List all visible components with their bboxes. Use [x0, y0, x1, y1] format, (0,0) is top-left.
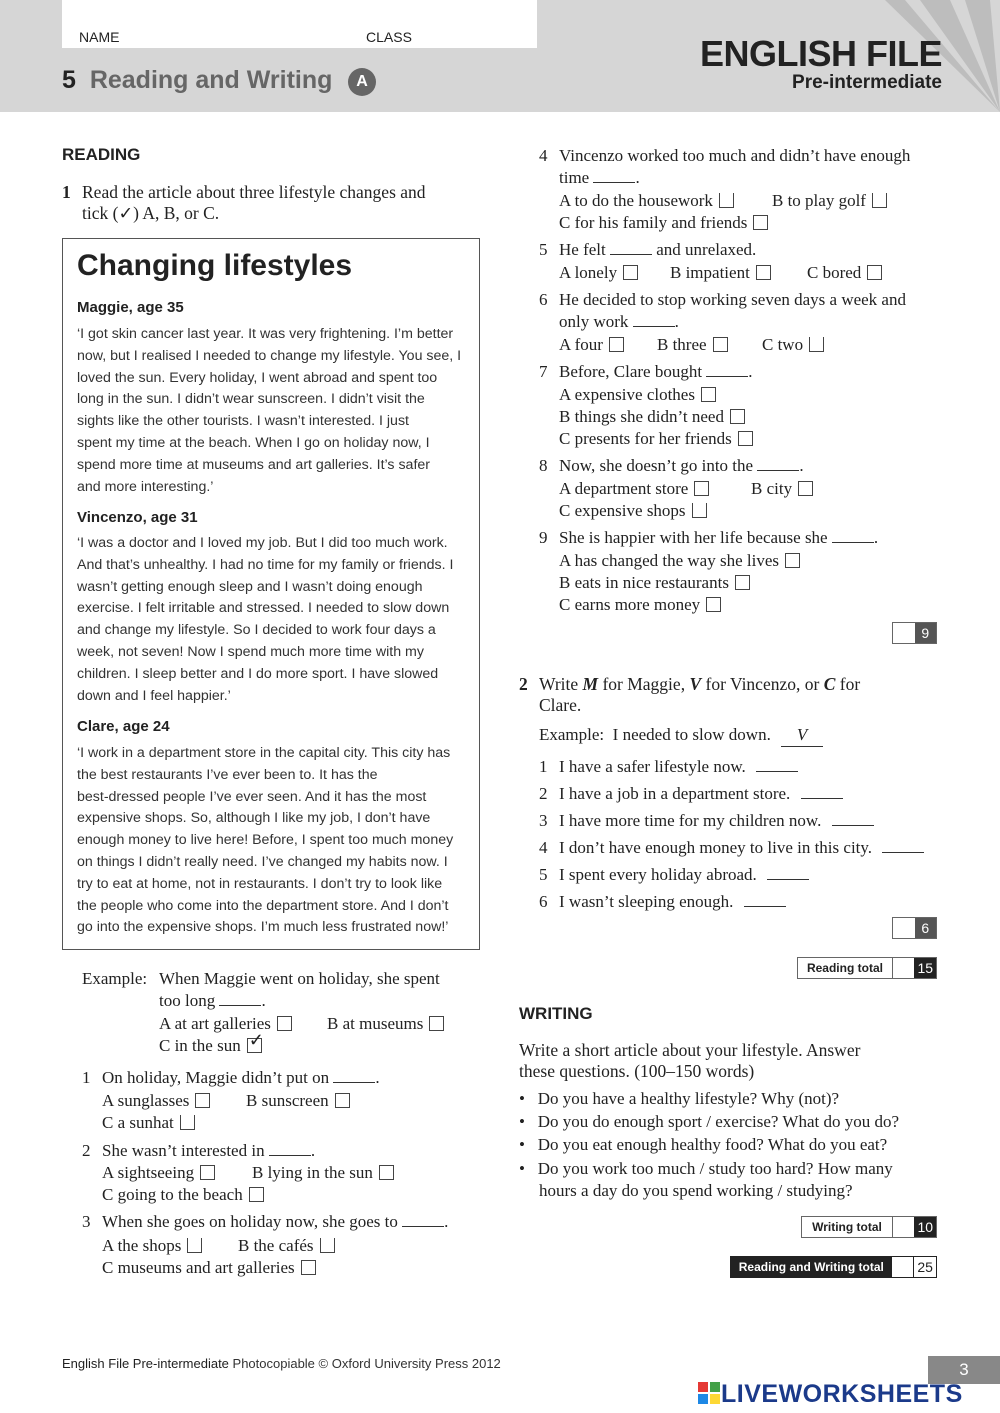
tick-box[interactable] [692, 503, 707, 518]
example-line-1: When Maggie went on holiday, she spent [159, 969, 440, 988]
tick-mark: ✓ [248, 1030, 264, 1050]
example-option-c [159, 1030, 264, 1057]
answer-blank [402, 1225, 444, 1227]
ex2-text: Write [539, 674, 579, 694]
question-2: 2 She wasn’t interested in . [82, 1141, 316, 1160]
article-line: and change my lifestyle. So I decided to work four days a [77, 622, 436, 639]
option-label: B at museums [327, 1014, 424, 1033]
ex2-item [539, 783, 843, 805]
bullet-text: Do you eat enough healthy food? What do you eat? [537, 1135, 888, 1154]
option-label: B city [751, 479, 793, 498]
q2-option-b [252, 1162, 394, 1184]
ex2-instruction [519, 673, 860, 695]
question-stem: Vincenzo worked too much and didn’t have enough [559, 146, 911, 165]
q6-option-a [559, 334, 624, 356]
score-input[interactable] [893, 918, 915, 938]
liveworksheets-icon [697, 1381, 721, 1405]
ex2-text: for [839, 674, 861, 694]
answer-blank [269, 1154, 311, 1156]
tick-box[interactable] [719, 193, 734, 208]
score-box-ex2 [892, 917, 937, 939]
article-line: children. I sleep better and I do more sport. I have slowed [77, 665, 439, 682]
answer-blank[interactable] [882, 851, 924, 853]
rw-total-box [730, 1256, 937, 1278]
q3-option-c [102, 1257, 316, 1279]
option-label: B lying in the sun [252, 1163, 373, 1182]
q1-instruction [62, 181, 426, 203]
article-maggie-text [77, 324, 477, 498]
rw-total-max: 25 [913, 1257, 936, 1277]
reading-total-max: 15 [914, 958, 936, 978]
item-text: I wasn’t sleeping enough. [559, 892, 734, 911]
q4-option-c [559, 212, 768, 234]
article-line: spent my time at the beach. When I go on holiday now, I [77, 434, 430, 451]
name-label: NAME [79, 29, 120, 45]
item-number: 1 [539, 757, 548, 776]
article-line: enough money to live here! Before, I spent too much money [77, 832, 454, 849]
question-stem: When she goes on holiday now, she goes to [102, 1212, 398, 1231]
writing-bullet: • Do you have a healthy lifestyle? Why (not)? [519, 1089, 840, 1108]
reading-total-label: Reading total [798, 958, 893, 978]
unit-title-text: Reading and Writing [89, 66, 333, 94]
article-line: expensive shops. So, although I like my job, I don’t have [77, 810, 431, 827]
question-number: 5 [539, 240, 548, 259]
q7-option-a [559, 384, 716, 406]
writing-bullet: • Do you do enough sport / exercise? What do you do? [519, 1112, 900, 1131]
score-max: 9 [915, 623, 937, 643]
question-number: 2 [82, 1141, 91, 1160]
tick-box[interactable] [753, 215, 768, 230]
ex2-text-clare: Clare. [539, 695, 582, 715]
example-option-b [327, 1013, 444, 1035]
answer-blank [706, 375, 748, 377]
tick-box[interactable] [195, 1093, 210, 1108]
article-line: And that’s unhealthy. I had no time for my family or friends. I [77, 556, 454, 573]
tick-box[interactable] [701, 387, 716, 402]
question-8: 8 Now, she doesn’t go into the . [539, 456, 804, 475]
question-stem: time [559, 168, 590, 187]
question-stem: Before, Clare bought [559, 362, 703, 381]
ex2-text: for Vincenzo, or [705, 674, 820, 694]
score-input[interactable] [893, 1217, 915, 1237]
question-stem: Now, she doesn’t go into the [559, 456, 754, 475]
footer-book-title: English File Pre-intermediate [62, 1356, 229, 1371]
tick-box[interactable] [180, 1115, 195, 1130]
tick-box[interactable] [798, 481, 813, 496]
answer-blank[interactable] [801, 797, 843, 799]
unit-title [62, 66, 332, 95]
writing-bullet: • Do you eat enough healthy food? What do you eat? [519, 1135, 888, 1154]
question-9: 9 She is happier with her life because she . [539, 528, 879, 547]
q6-stem-2: only work . [559, 312, 679, 331]
option-label: B three [657, 335, 707, 354]
answer-blank[interactable] [744, 905, 786, 907]
q2-option-a [102, 1162, 215, 1184]
question-number: 3 [82, 1212, 91, 1231]
option-label: C presents for her friends [559, 429, 732, 448]
tick-box[interactable] [713, 337, 728, 352]
question-number: 8 [539, 456, 548, 475]
tick-box[interactable] [277, 1016, 292, 1031]
example-line-2-text: too long [159, 991, 216, 1010]
tick-box[interactable] [301, 1260, 316, 1275]
q3-option-b [238, 1235, 335, 1257]
article-line: ‘I was a doctor and I loved my job. But I did too much work. [77, 535, 448, 551]
option-label: C a sunhat [102, 1113, 174, 1132]
tick-box[interactable] [706, 597, 721, 612]
q1-option-a [102, 1090, 210, 1112]
question-1: 1 On holiday, Maggie didn’t put on . [82, 1068, 380, 1087]
ex2-example-label: Example: [539, 725, 605, 744]
article-line: down and I feel happier.’ [77, 687, 231, 704]
option-label: C going to the beach [102, 1185, 243, 1204]
bullet-text: Do you work too much / study too hard? How many [537, 1159, 893, 1178]
option-label: C museums and art galleries [102, 1258, 295, 1277]
q7-option-c [559, 428, 753, 450]
tick-box[interactable] [187, 1238, 202, 1253]
liveworksheets-text: LIVEWORKSHEETS [721, 1380, 963, 1408]
ex2-item [539, 864, 809, 886]
q1-option-b [246, 1090, 350, 1112]
example-label: Example: [82, 969, 148, 988]
unit-number: 5 [62, 66, 76, 94]
option-label: B impatient [670, 263, 750, 282]
article-line: the people who come into the department store. And I don’t [77, 897, 449, 914]
page-number: 3 [928, 1356, 1000, 1384]
q4-option-b [772, 190, 887, 212]
ex2-letter-c: C [823, 674, 836, 694]
answer-blank [333, 1081, 375, 1083]
answer-blank [219, 1004, 261, 1006]
ex2-letter-m: M [582, 674, 599, 694]
option-label: A at art galleries [159, 1014, 271, 1033]
item-number: 3 [539, 811, 548, 830]
tick-box[interactable] [379, 1165, 394, 1180]
question-stem: only work [559, 312, 629, 331]
article-line: best-dressed people I’ve ever seen. And it has the most [77, 788, 427, 805]
reading-total-box [797, 957, 937, 979]
question-stem: He decided to stop working seven days a week and [559, 290, 906, 309]
option-label: B eats in nice restaurants [559, 573, 729, 592]
footer-copyright [62, 1356, 501, 1371]
article-line: go into the expensive shops. I’m much less frustrated now!’ [77, 919, 449, 936]
answer-blank [757, 469, 799, 471]
tick-box-checked[interactable] [247, 1030, 264, 1053]
question-5 [539, 239, 756, 261]
ex2-item [539, 756, 798, 778]
item-text: I spent every holiday abroad. [559, 865, 757, 884]
q5-option-b [670, 262, 771, 284]
option-label: B sunscreen [246, 1091, 329, 1110]
option-label: A the shops [102, 1236, 182, 1255]
option-label: A expensive clothes [559, 385, 695, 404]
reading-heading: READING [62, 145, 141, 164]
article-line: now, but I realised I needed to change my lifestyle. You see, I [77, 347, 462, 364]
example-option-a [159, 1013, 292, 1035]
option-label: A sunglasses [102, 1091, 190, 1110]
q1-option-c [102, 1112, 195, 1134]
writing-total-box [801, 1216, 937, 1238]
option-label: C expensive shops [559, 501, 686, 520]
q3-option-a [102, 1235, 202, 1257]
option-label: C in the sun [159, 1036, 241, 1055]
writing-total-label: Writing total [802, 1217, 893, 1237]
writing-heading: WRITING [519, 1004, 593, 1023]
article-vincenzo-text [77, 533, 477, 707]
tick-box[interactable] [335, 1093, 350, 1108]
q9-option-a [559, 550, 800, 572]
score-input[interactable] [893, 958, 915, 978]
q9-option-b [559, 572, 750, 594]
q1-number: 1 [62, 182, 71, 202]
answer-blank [610, 253, 652, 255]
bullet-text: Do you have a healthy lifestyle? Why (not)? [537, 1089, 840, 1108]
tick-box[interactable] [730, 409, 745, 424]
answer-blank[interactable] [756, 770, 798, 772]
ex2-example-text: I needed to slow down. [612, 725, 771, 744]
option-label: A has changed the way she lives [559, 551, 779, 570]
tick-box[interactable] [609, 337, 624, 352]
article-line: ‘I work in a department store in the capital city. This city has [77, 745, 451, 761]
question-stem: He felt [559, 240, 606, 259]
option-label: C two [762, 335, 804, 354]
answer-blank [633, 325, 675, 327]
option-label: B the cafés [238, 1236, 314, 1255]
rw-total-label: Reading and Writing total [731, 1257, 892, 1277]
option-label: C bored [807, 263, 862, 282]
question-number: 6 [539, 290, 548, 309]
item-number: 2 [539, 784, 548, 803]
bullet-text: Do you do enough sport / exercise? What do you do? [537, 1112, 900, 1131]
liveworksheets-logo[interactable] [697, 1380, 963, 1409]
tick-box[interactable] [809, 337, 824, 352]
article-clare-name: Clare, age 24 [77, 718, 170, 735]
ex2-item [539, 837, 924, 859]
item-text: I have more time for my children now. [559, 811, 822, 830]
article-maggie-name: Maggie, age 35 [77, 299, 184, 316]
q2-option-c [102, 1184, 264, 1206]
tick-box[interactable] [738, 431, 753, 446]
option-label: C earns more money [559, 595, 701, 614]
q4-option-a [559, 190, 734, 212]
question-number: 7 [539, 362, 548, 381]
brand-title: ENGLISH FILE [699, 33, 942, 74]
name-class-box [62, 0, 537, 48]
q9-option-c [559, 594, 721, 616]
question-4 [539, 145, 910, 167]
ex2-example [539, 724, 823, 747]
item-number: 6 [539, 892, 548, 911]
brand-subtitle: Pre-intermediate [792, 72, 942, 93]
footer-rest: Photocopiable © Oxford University Press 2012 [228, 1356, 501, 1371]
question-number: 4 [539, 146, 548, 165]
q6-option-c [762, 334, 824, 356]
option-label: A lonely [559, 263, 618, 282]
writing-bullet-continued: hours a day do you spend working / studying? [539, 1181, 853, 1200]
article-line: sights like the other tourists. I wasn’t interested. I just [77, 413, 409, 430]
option-label: B to play golf [772, 191, 866, 210]
score-max: 6 [915, 918, 937, 938]
question-stem: On holiday, Maggie didn’t put on [102, 1068, 330, 1087]
q8-option-c [559, 500, 707, 522]
article-box [62, 238, 480, 950]
tick-box[interactable] [200, 1165, 215, 1180]
article-line: exercise. I felt irritable and stressed. I needed to slow down [77, 600, 450, 617]
example-line-2: too long . [159, 991, 266, 1010]
option-label: A sightseeing [102, 1163, 195, 1182]
question-stem: She is happier with her life because she [559, 528, 828, 547]
ex2-item [539, 891, 786, 913]
ex2-example-answer: V [781, 724, 823, 747]
question-number: 9 [539, 528, 548, 547]
q8-option-a [559, 478, 709, 500]
tick-box[interactable] [872, 193, 887, 208]
unit-badge: A [348, 68, 376, 96]
option-label: A department store [559, 479, 689, 498]
tick-box[interactable] [429, 1016, 444, 1031]
option-label: B things she didn’t need [559, 407, 724, 426]
q4-stem-2: time . [559, 168, 640, 187]
ex2-item [539, 810, 874, 832]
item-text: I don’t have enough money to live in this city. [559, 838, 873, 857]
answer-blank [832, 541, 874, 543]
article-clare-text [77, 743, 477, 939]
option-label: A four [559, 335, 603, 354]
writing-intro-1: Write a short article about your lifestyle. Answer [519, 1040, 861, 1060]
q1-text-2: tick (✓) A, B, or C. [82, 203, 220, 223]
question-stem: She wasn’t interested in [102, 1141, 265, 1160]
item-text: I have a job in a department store. [559, 784, 791, 803]
score-box-ex1 [892, 622, 937, 644]
item-text: I have a safer lifestyle now. [559, 757, 746, 776]
question-stem: and unrelaxed. [656, 240, 757, 259]
ex2-number: 2 [519, 674, 528, 694]
q1-text-1: Read the article about three lifestyle changes and [82, 182, 426, 202]
item-number: 5 [539, 865, 548, 884]
q7-option-b [559, 406, 745, 428]
question-6 [539, 289, 906, 311]
article-line: and more interesting.’ [77, 478, 214, 495]
article-line: week, not seven! Now I spend much more time with my [77, 643, 424, 660]
tick-box[interactable] [735, 575, 750, 590]
tick-box[interactable] [694, 481, 709, 496]
article-line: long in the sun. I didn’t wear sunscreen. I didn’t visit the [77, 391, 425, 408]
item-number: 4 [539, 838, 548, 857]
article-line: loved the sun. Every holiday, I went abroad and spent too [77, 369, 438, 386]
score-input[interactable] [893, 623, 915, 643]
tick-box[interactable] [756, 265, 771, 280]
tick-box[interactable] [320, 1238, 335, 1253]
article-line: ‘I got skin cancer last year. It was very frightening. I’m better [77, 326, 454, 342]
q8-option-b [751, 478, 813, 500]
writing-total-max: 10 [914, 1217, 936, 1237]
tick-box[interactable] [867, 265, 882, 280]
answer-blank [593, 181, 635, 183]
score-input[interactable] [892, 1257, 914, 1277]
q5-option-a [559, 262, 638, 284]
tick-box[interactable] [623, 265, 638, 280]
article-line: on things I didn’t really need. I’ve changed my habits now. I [77, 853, 448, 870]
writing-intro-2: these questions. (100–150 words) [519, 1061, 755, 1081]
answer-blank[interactable] [767, 878, 809, 880]
article-line: try to eat at home, not in restaurants. I don’t try to look like [77, 875, 443, 892]
ex2-letter-v: V [689, 674, 702, 694]
writing-bullet: • Do you work too much / study too hard? How many [519, 1159, 893, 1178]
class-label: CLASS [366, 29, 412, 45]
q5-option-c [807, 262, 882, 284]
tick-box[interactable] [249, 1187, 264, 1202]
question-7: 7 Before, Clare bought . [539, 362, 753, 381]
question-3: 3 When she goes on holiday now, she goes to . [82, 1212, 449, 1231]
answer-blank[interactable] [832, 824, 874, 826]
option-label: C for his family and friends [559, 213, 748, 232]
option-label: A to do the housework [559, 191, 713, 210]
article-title: Changing lifestyles [77, 249, 353, 282]
article-line: the best restaurants I’ve ever been to. It has the [77, 766, 378, 783]
q6-option-b [657, 334, 728, 356]
tick-box[interactable] [785, 553, 800, 568]
question-number: 1 [82, 1068, 91, 1087]
article-line: spend more time at museums and art galleries. It’s safer [77, 456, 431, 473]
ex2-text: for Maggie, [602, 674, 686, 694]
article-line: wasn’t getting enough sleep and I wasn’t doing enough [77, 578, 423, 595]
article-vincenzo-name: Vincenzo, age 31 [77, 509, 198, 526]
